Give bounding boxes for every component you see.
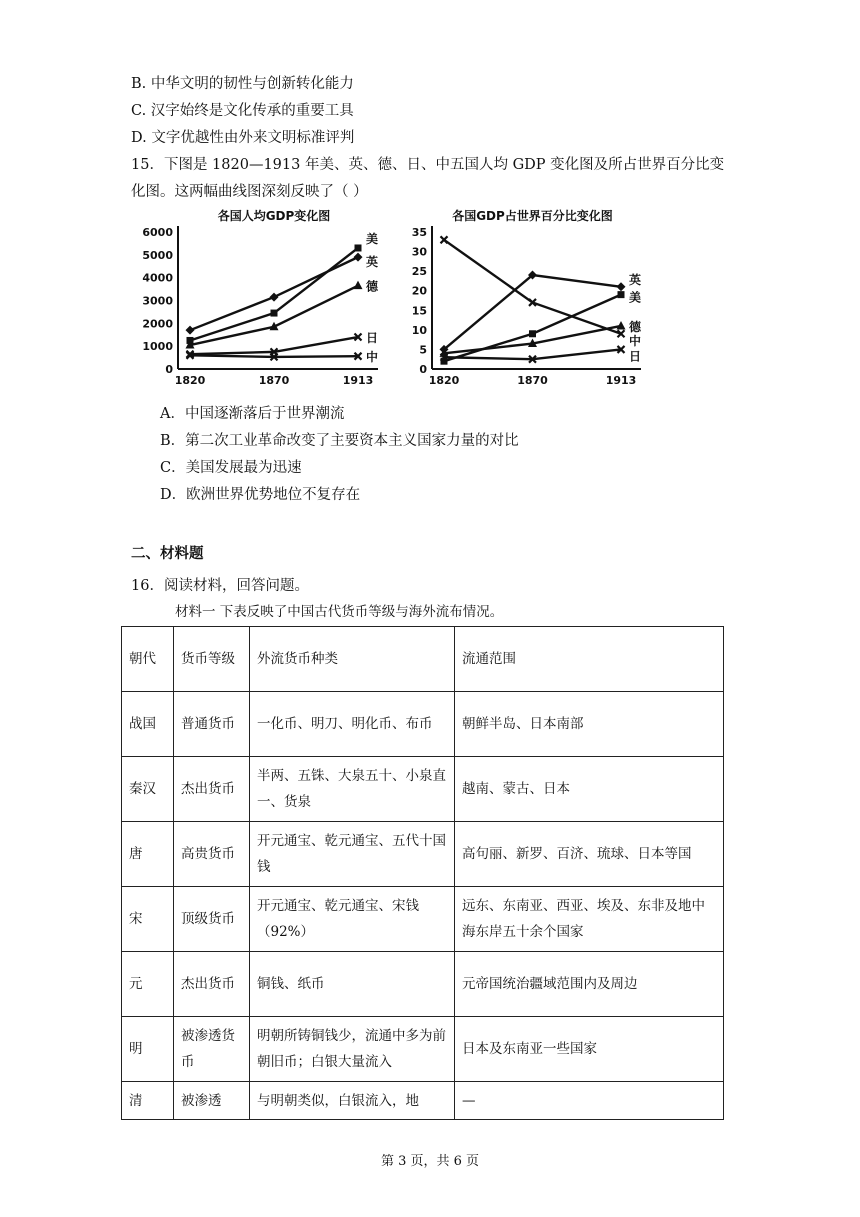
series-label: 美 — [366, 231, 379, 246]
table-cell: 杰出货币 — [174, 952, 250, 1017]
y-tick-label: 3000 — [142, 294, 173, 308]
table-header-cell: 货币等级 — [174, 627, 250, 692]
y-tick-label: 2000 — [142, 317, 173, 331]
y-tick-label: 1000 — [142, 340, 173, 354]
y-tick-label: 4000 — [142, 271, 173, 285]
table-cell: 远东、东南亚、西亚、埃及、东非及地中海东岸五十余个国家 — [455, 887, 724, 952]
q15-stem-line2: 化图。这两幅曲线图深刻反映了（ ） — [131, 184, 368, 200]
table-cell: 杰出货币 — [174, 757, 250, 822]
series-label: 美 — [629, 290, 642, 305]
table-row — [122, 1017, 724, 1082]
table-cell: 开元通宝、乾元通宝、宋钱（92%） — [250, 887, 455, 952]
y-tick-label: 6000 — [142, 226, 173, 239]
x-tick-label: 1820 — [174, 374, 206, 387]
table-row — [122, 952, 724, 1017]
y-tick-label: 15 — [411, 304, 427, 318]
q16-material-intro: 材料一 下表反映了中国古代货币等级与海外流布情况。 — [175, 604, 504, 620]
series-line — [444, 240, 621, 334]
table-cell: 元帝国统治疆域范围内及周边 — [455, 952, 724, 1017]
series-label: 德 — [366, 279, 379, 294]
y-tick-label: 0 — [165, 363, 173, 376]
table-cell: 铜钱、纸币 — [250, 952, 455, 1017]
x-tick-label: 1820 — [428, 374, 460, 387]
x-tick-label: 1913 — [605, 374, 637, 387]
x-tick-label: 1870 — [517, 374, 548, 387]
table-cell: 越南、蒙古、日本 — [455, 757, 724, 822]
table-cell: 明朝所铸铜钱少，流通中多为前朝旧币；白银大量流入 — [250, 1017, 455, 1082]
table-cell: 顶级货币 — [174, 887, 250, 952]
data-point — [529, 330, 536, 337]
y-tick-label: 25 — [411, 265, 427, 279]
table-cell: 清 — [122, 1082, 174, 1120]
table-cell: 与明朝类似，白银流入，地 — [250, 1082, 455, 1120]
table-cell: 被渗透货币 — [174, 1017, 250, 1082]
table-cell: 唐 — [122, 822, 174, 887]
option-c-prev: C. 汉字始终是文化传承的重要工具 — [131, 103, 354, 119]
series-label: 英 — [629, 272, 642, 287]
data-point — [354, 253, 363, 262]
table-cell: 战国 — [122, 692, 174, 757]
q16-stem: 16．阅读材料，回答问题。 — [131, 578, 309, 594]
table-cell: 明 — [122, 1017, 174, 1082]
data-point — [617, 282, 626, 291]
data-point — [618, 291, 625, 298]
chart-title: 各国GDP占世界百分比变化图 — [452, 209, 613, 223]
table-row — [122, 1082, 724, 1120]
table-cell: 高贵货币 — [174, 822, 250, 887]
page-footer: 第 3 页，共 6 页 — [380, 1154, 480, 1169]
table-header-cell: 朝代 — [122, 627, 174, 692]
table-cell: 普通货币 — [174, 692, 250, 757]
table-cell: 宋 — [122, 887, 174, 952]
option-b-prev: B. 中华文明的韧性与创新转化能力 — [131, 76, 354, 92]
option-d-prev: D. 文字优越性由外来文明标准评判 — [131, 130, 355, 146]
table-header-cell: 流通范围 — [455, 627, 724, 692]
y-tick-label: 5 — [419, 343, 427, 357]
table-row — [122, 887, 724, 952]
table-row — [122, 822, 724, 887]
data-point — [354, 281, 363, 290]
series-label: 英 — [366, 255, 379, 270]
gdp-per-capita-chart — [130, 208, 408, 390]
q15-stem-line1: 15．下图是 1820—1913 年美、英、德、日、中五国人均 GDP 变化图及所占世界百分比变 — [131, 157, 725, 173]
y-tick-label: 0 — [419, 363, 427, 376]
series-label: 中 — [366, 350, 379, 365]
series-line — [444, 275, 621, 349]
section-heading: 二、材料题 — [131, 546, 204, 562]
table-cell: 半两、五铢、大泉五十、小泉直一、货泉 — [250, 757, 455, 822]
table-cell: 开元通宝、乾元通宝、五代十国钱 — [250, 822, 455, 887]
chart-title: 各国人均GDP变化图 — [217, 209, 331, 223]
table-cell: 日本及东南亚一些国家 — [455, 1017, 724, 1082]
y-tick-label: 35 — [411, 226, 427, 239]
table-cell: 被渗透 — [174, 1082, 250, 1120]
table-header-cell: 外流货币种类 — [250, 627, 455, 692]
y-tick-label: 20 — [411, 284, 427, 298]
data-point — [355, 244, 362, 251]
data-point — [270, 293, 279, 302]
data-point — [441, 236, 448, 243]
q15-option-b: B．第二次工业革命改变了主要资本主义国家力量的对比 — [160, 433, 519, 449]
q15-option-d: D．欧洲世界优势地位不复存在 — [160, 487, 361, 503]
y-tick-label: 5000 — [142, 248, 173, 262]
table-cell: 高句丽、新罗、百济、琉球、日本等国 — [455, 822, 724, 887]
data-point — [271, 310, 278, 317]
series-label: 德 — [629, 319, 642, 334]
table-cell: 一化币、明刀、明化币、布币 — [250, 692, 455, 757]
table-cell: 元 — [122, 952, 174, 1017]
y-tick-label: 10 — [411, 323, 427, 337]
table-cell: 秦汉 — [122, 757, 174, 822]
series-label: 中 — [629, 333, 642, 348]
q15-option-a: A．中国逐渐落后于世界潮流 — [160, 406, 345, 422]
series-label: 日 — [366, 331, 379, 346]
x-tick-label: 1913 — [342, 374, 374, 387]
x-tick-label: 1870 — [258, 374, 290, 387]
table-row — [122, 757, 724, 822]
table-cell: — — [455, 1082, 724, 1120]
data-point — [617, 321, 626, 330]
table-cell: 朝鲜半岛、日本南部 — [455, 692, 724, 757]
table-header-row — [122, 627, 724, 692]
y-tick-label: 30 — [411, 245, 427, 259]
q15-option-c: C．美国发展最为迅速 — [160, 460, 302, 476]
data-point — [186, 326, 195, 335]
gdp-share-chart — [408, 208, 664, 390]
table-row — [122, 692, 724, 757]
series-label: 日 — [629, 349, 642, 364]
currency-table — [121, 626, 724, 1120]
